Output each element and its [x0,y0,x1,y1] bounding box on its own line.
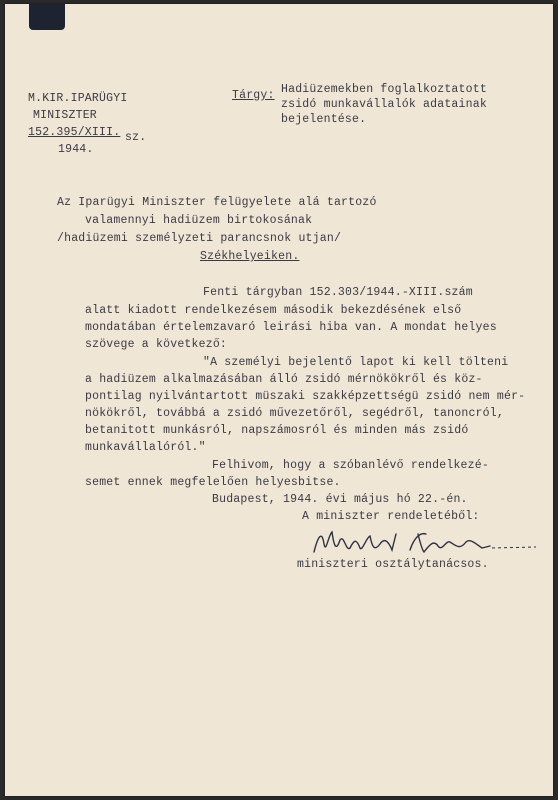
document-page [5,4,553,796]
body-p3-line1: Felhivom, hogy a szóbanlévő rendelkezé- [212,459,489,472]
reference-suffix: sz. [125,131,147,144]
addressee-line3: /hadiüzemi személyzeti parancsnok utjan/ [57,232,342,245]
addressee-line4: Székhelyeiken. [200,250,300,263]
signatory-title: miniszteri osztálytanácsos. [297,558,489,571]
body-p1-line2: alatt kiadott rendelkezésem második bekezdésének első [85,304,462,317]
quote-line4: nökökről, továbbá a zsidó művezetőről, segédről, tanoncról, [85,407,504,420]
reference-number: 152.395/XIII. [28,126,121,139]
place-date: Budapest, 1944. évi május hó 22.-én. [212,493,468,506]
reference-year: 1944. [58,143,94,156]
body-p3-line2: semet ennek megfelelően helyesbitse. [85,476,341,489]
quote-line1: "A személyi bejelentő lapot ki kell tölteni [203,356,509,369]
subject-line2: zsidó munkavállalók adatainak [281,98,487,111]
quote-line5: betanitott munkásról, napszámosról és minden más zsidó [85,424,469,437]
ministry-line2: MINISZTER [33,109,97,122]
body-p1-line1: Fenti tárgyban 152.303/1944.-XIII.szám [203,286,473,299]
handwritten-signature [310,526,540,560]
ministry-line1: M.KIR.IPARÜGYI [28,92,128,105]
addressee-line2: valamennyi hadiüzem birtokosának [85,214,313,227]
subject-label: Tárgy: [232,89,275,102]
addressee-line1: Az Iparügyi Miniszter felügyelete alá tartozó [57,196,377,209]
body-p1-line3: mondatában értelemzavaró leirási hiba van. A mondat helyes [85,321,497,334]
by-order-line: A miniszter rendeletéből: [302,510,480,523]
quote-line2: a hadiüzem alkalmazásában álló zsidó mérnökökről és köz- [85,373,483,386]
subject-line1: Hadiüzemekben foglalkoztatott [281,83,487,96]
body-p1-line4: szövege a következő: [85,338,228,351]
quote-line6: munkavállalóról." [85,441,206,454]
subject-line3: bejelentése. [281,113,367,126]
quote-line3: pontilag nyilvántartott müszaki szakképzettségü zsidó nem mér- [85,390,526,403]
binder-clip [29,4,65,30]
